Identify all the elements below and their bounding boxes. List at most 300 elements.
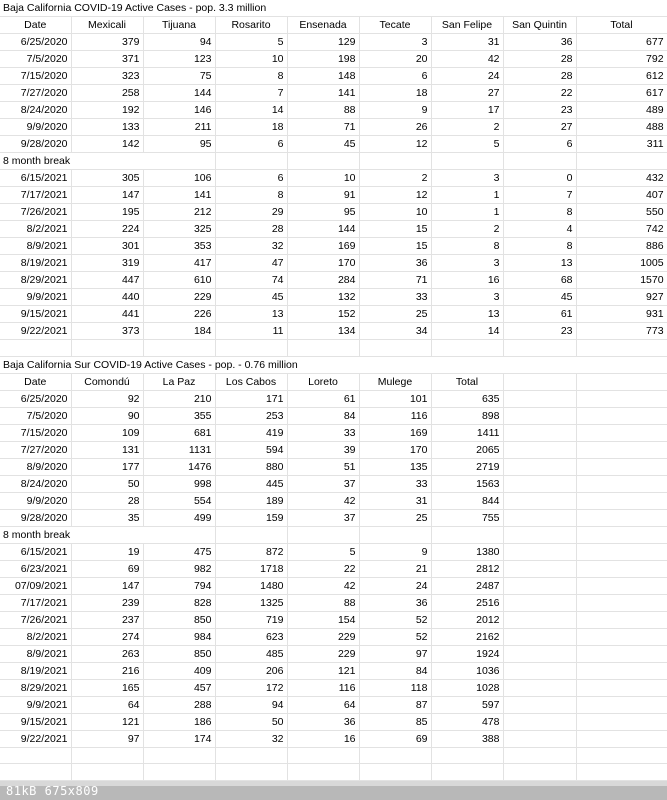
value-cell[interactable]: 485	[215, 645, 287, 662]
value-cell[interactable]: 12	[359, 136, 431, 153]
value-cell[interactable]: 2	[431, 119, 503, 136]
value-cell[interactable]: 379	[71, 34, 143, 51]
column-header[interactable]: San Felipe	[431, 17, 503, 34]
empty-cell[interactable]	[503, 543, 576, 560]
empty-cell[interactable]	[71, 340, 143, 357]
column-header[interactable]: Rosarito	[215, 17, 287, 34]
value-cell[interactable]: 1476	[143, 458, 215, 475]
value-cell[interactable]: 11	[215, 323, 287, 340]
value-cell[interactable]: 165	[71, 679, 143, 696]
value-cell[interactable]: 10	[287, 170, 359, 187]
value-cell[interactable]: 554	[143, 492, 215, 509]
value-cell[interactable]: 170	[287, 255, 359, 272]
value-cell[interactable]: 755	[431, 509, 503, 526]
empty-cell[interactable]	[359, 153, 431, 170]
value-cell[interactable]: 8	[503, 238, 576, 255]
empty-cell[interactable]	[143, 764, 215, 781]
value-cell[interactable]: 305	[71, 170, 143, 187]
value-cell[interactable]: 101	[359, 390, 431, 407]
value-cell[interactable]: 159	[215, 509, 287, 526]
value-cell[interactable]: 206	[215, 662, 287, 679]
empty-cell[interactable]	[576, 696, 667, 713]
value-cell[interactable]: 1325	[215, 594, 287, 611]
value-cell[interactable]: 33	[359, 289, 431, 306]
value-cell[interactable]: 94	[143, 34, 215, 51]
date-cell[interactable]: 6/15/2021	[0, 170, 71, 187]
empty-cell[interactable]	[503, 713, 576, 730]
value-cell[interactable]: 229	[287, 645, 359, 662]
value-cell[interactable]: 184	[143, 323, 215, 340]
value-cell[interactable]: 32	[215, 730, 287, 747]
value-cell[interactable]: 35	[71, 509, 143, 526]
value-cell[interactable]: 189	[215, 492, 287, 509]
value-cell[interactable]: 84	[287, 407, 359, 424]
date-cell[interactable]: 9/28/2020	[0, 136, 71, 153]
value-cell[interactable]: 489	[576, 102, 667, 119]
value-cell[interactable]: 18	[215, 119, 287, 136]
value-cell[interactable]: 31	[431, 34, 503, 51]
empty-cell[interactable]	[503, 153, 576, 170]
empty-cell[interactable]	[215, 153, 287, 170]
value-cell[interactable]: 84	[359, 662, 431, 679]
value-cell[interactable]: 22	[503, 85, 576, 102]
date-cell[interactable]: 7/15/2020	[0, 68, 71, 85]
column-header[interactable]: Mexicali	[71, 17, 143, 34]
value-cell[interactable]: 984	[143, 628, 215, 645]
value-cell[interactable]: 1036	[431, 662, 503, 679]
empty-cell[interactable]	[503, 662, 576, 679]
empty-cell[interactable]	[503, 492, 576, 509]
value-cell[interactable]: 94	[215, 696, 287, 713]
empty-cell[interactable]	[503, 577, 576, 594]
value-cell[interactable]: 121	[71, 713, 143, 730]
value-cell[interactable]: 212	[143, 204, 215, 221]
value-cell[interactable]: 773	[576, 323, 667, 340]
empty-cell[interactable]	[576, 526, 667, 543]
value-cell[interactable]: 186	[143, 713, 215, 730]
empty-cell[interactable]	[359, 526, 431, 543]
value-cell[interactable]: 445	[215, 475, 287, 492]
value-cell[interactable]: 794	[143, 577, 215, 594]
value-cell[interactable]: 2487	[431, 577, 503, 594]
value-cell[interactable]: 2812	[431, 560, 503, 577]
column-header[interactable]: Tijuana	[143, 17, 215, 34]
date-cell[interactable]: 7/26/2021	[0, 611, 71, 628]
value-cell[interactable]: 594	[215, 441, 287, 458]
value-cell[interactable]: 742	[576, 221, 667, 238]
value-cell[interactable]: 635	[431, 390, 503, 407]
empty-cell[interactable]	[431, 764, 503, 781]
empty-cell[interactable]	[576, 747, 667, 764]
value-cell[interactable]: 478	[431, 713, 503, 730]
value-cell[interactable]: 69	[71, 560, 143, 577]
value-cell[interactable]: 13	[503, 255, 576, 272]
empty-cell[interactable]	[143, 747, 215, 764]
value-cell[interactable]: 52	[359, 628, 431, 645]
date-cell[interactable]: 9/9/2021	[0, 696, 71, 713]
value-cell[interactable]: 6	[503, 136, 576, 153]
value-cell[interactable]: 23	[503, 323, 576, 340]
value-cell[interactable]: 10	[215, 51, 287, 68]
empty-cell[interactable]	[576, 458, 667, 475]
value-cell[interactable]: 92	[71, 390, 143, 407]
empty-cell[interactable]	[143, 526, 215, 543]
date-cell[interactable]: 8/29/2021	[0, 272, 71, 289]
value-cell[interactable]: 132	[287, 289, 359, 306]
value-cell[interactable]: 274	[71, 628, 143, 645]
value-cell[interactable]: 154	[287, 611, 359, 628]
value-cell[interactable]: 12	[359, 187, 431, 204]
empty-cell[interactable]	[431, 747, 503, 764]
value-cell[interactable]: 5	[431, 136, 503, 153]
value-cell[interactable]: 284	[287, 272, 359, 289]
value-cell[interactable]: 50	[215, 713, 287, 730]
value-cell[interactable]: 39	[287, 441, 359, 458]
value-cell[interactable]: 148	[287, 68, 359, 85]
value-cell[interactable]: 177	[71, 458, 143, 475]
value-cell[interactable]: 33	[287, 424, 359, 441]
value-cell[interactable]: 142	[71, 136, 143, 153]
empty-cell[interactable]	[0, 340, 71, 357]
value-cell[interactable]: 28	[503, 68, 576, 85]
value-cell[interactable]: 211	[143, 119, 215, 136]
value-cell[interactable]: 116	[287, 679, 359, 696]
value-cell[interactable]: 319	[71, 255, 143, 272]
value-cell[interactable]: 844	[431, 492, 503, 509]
value-cell[interactable]: 24	[359, 577, 431, 594]
value-cell[interactable]: 9	[359, 102, 431, 119]
empty-cell[interactable]	[503, 764, 576, 781]
value-cell[interactable]: 23	[503, 102, 576, 119]
empty-cell[interactable]	[287, 747, 359, 764]
empty-cell[interactable]	[576, 441, 667, 458]
value-cell[interactable]: 597	[431, 696, 503, 713]
value-cell[interactable]: 106	[143, 170, 215, 187]
empty-cell[interactable]	[503, 458, 576, 475]
value-cell[interactable]: 172	[215, 679, 287, 696]
empty-cell[interactable]	[576, 764, 667, 781]
value-cell[interactable]: 253	[215, 407, 287, 424]
value-cell[interactable]: 610	[143, 272, 215, 289]
date-cell[interactable]: 8/29/2021	[0, 679, 71, 696]
value-cell[interactable]: 8	[503, 204, 576, 221]
value-cell[interactable]: 6	[359, 68, 431, 85]
value-cell[interactable]: 850	[143, 611, 215, 628]
value-cell[interactable]: 64	[71, 696, 143, 713]
empty-cell[interactable]	[71, 764, 143, 781]
value-cell[interactable]: 195	[71, 204, 143, 221]
value-cell[interactable]: 47	[215, 255, 287, 272]
date-cell[interactable]: 7/17/2021	[0, 187, 71, 204]
column-header[interactable]: San Quintin	[503, 17, 576, 34]
value-cell[interactable]: 20	[359, 51, 431, 68]
value-cell[interactable]: 131	[71, 441, 143, 458]
value-cell[interactable]: 64	[287, 696, 359, 713]
date-cell[interactable]: 9/15/2021	[0, 306, 71, 323]
value-cell[interactable]: 1563	[431, 475, 503, 492]
value-cell[interactable]: 263	[71, 645, 143, 662]
date-cell[interactable]: 9/22/2021	[0, 323, 71, 340]
value-cell[interactable]: 8	[431, 238, 503, 255]
value-cell[interactable]: 2162	[431, 628, 503, 645]
empty-cell[interactable]	[576, 730, 667, 747]
value-cell[interactable]: 87	[359, 696, 431, 713]
value-cell[interactable]: 37	[287, 509, 359, 526]
value-cell[interactable]: 45	[287, 136, 359, 153]
value-cell[interactable]: 135	[359, 458, 431, 475]
empty-cell[interactable]	[576, 628, 667, 645]
value-cell[interactable]: 623	[215, 628, 287, 645]
value-cell[interactable]: 355	[143, 407, 215, 424]
value-cell[interactable]: 237	[71, 611, 143, 628]
date-cell[interactable]: 6/25/2020	[0, 34, 71, 51]
empty-cell[interactable]	[503, 340, 576, 357]
value-cell[interactable]: 1	[431, 187, 503, 204]
empty-cell[interactable]	[431, 526, 503, 543]
empty-cell[interactable]	[576, 373, 667, 390]
value-cell[interactable]: 612	[576, 68, 667, 85]
value-cell[interactable]: 25	[359, 306, 431, 323]
date-cell[interactable]: 8/24/2020	[0, 102, 71, 119]
value-cell[interactable]: 25	[359, 509, 431, 526]
value-cell[interactable]: 353	[143, 238, 215, 255]
empty-cell[interactable]	[503, 696, 576, 713]
value-cell[interactable]: 71	[287, 119, 359, 136]
value-cell[interactable]: 931	[576, 306, 667, 323]
value-cell[interactable]: 325	[143, 221, 215, 238]
value-cell[interactable]: 42	[287, 492, 359, 509]
value-cell[interactable]: 8	[215, 187, 287, 204]
value-cell[interactable]: 927	[576, 289, 667, 306]
date-cell[interactable]: 8/19/2021	[0, 255, 71, 272]
date-cell[interactable]: 8/2/2021	[0, 221, 71, 238]
value-cell[interactable]: 27	[431, 85, 503, 102]
value-cell[interactable]: 51	[287, 458, 359, 475]
value-cell[interactable]: 36	[503, 34, 576, 51]
value-cell[interactable]: 216	[71, 662, 143, 679]
empty-cell[interactable]	[71, 747, 143, 764]
column-header[interactable]: Total	[576, 17, 667, 34]
value-cell[interactable]: 9	[359, 543, 431, 560]
date-cell[interactable]: 7/15/2020	[0, 424, 71, 441]
value-cell[interactable]: 1005	[576, 255, 667, 272]
value-cell[interactable]: 169	[287, 238, 359, 255]
value-cell[interactable]: 3	[431, 289, 503, 306]
value-cell[interactable]: 141	[287, 85, 359, 102]
value-cell[interactable]: 31	[359, 492, 431, 509]
value-cell[interactable]: 32	[215, 238, 287, 255]
date-cell[interactable]: 7/27/2020	[0, 441, 71, 458]
value-cell[interactable]: 61	[287, 390, 359, 407]
value-cell[interactable]: 371	[71, 51, 143, 68]
value-cell[interactable]: 16	[287, 730, 359, 747]
date-cell[interactable]: 7/5/2020	[0, 51, 71, 68]
empty-cell[interactable]	[576, 594, 667, 611]
value-cell[interactable]: 16	[431, 272, 503, 289]
value-cell[interactable]: 13	[215, 306, 287, 323]
value-cell[interactable]: 144	[143, 85, 215, 102]
value-cell[interactable]: 118	[359, 679, 431, 696]
value-cell[interactable]: 144	[287, 221, 359, 238]
empty-cell[interactable]	[215, 764, 287, 781]
value-cell[interactable]: 3	[359, 34, 431, 51]
value-cell[interactable]: 17	[431, 102, 503, 119]
empty-cell[interactable]	[359, 340, 431, 357]
value-cell[interactable]: 677	[576, 34, 667, 51]
empty-cell[interactable]	[503, 560, 576, 577]
value-cell[interactable]: 22	[287, 560, 359, 577]
value-cell[interactable]: 121	[287, 662, 359, 679]
empty-cell[interactable]	[503, 611, 576, 628]
value-cell[interactable]: 88	[287, 102, 359, 119]
value-cell[interactable]: 27	[503, 119, 576, 136]
value-cell[interactable]: 6	[215, 136, 287, 153]
empty-cell[interactable]	[576, 340, 667, 357]
value-cell[interactable]: 129	[287, 34, 359, 51]
value-cell[interactable]: 880	[215, 458, 287, 475]
value-cell[interactable]: 61	[503, 306, 576, 323]
value-cell[interactable]: 792	[576, 51, 667, 68]
empty-cell[interactable]	[576, 390, 667, 407]
value-cell[interactable]: 432	[576, 170, 667, 187]
empty-cell[interactable]	[576, 645, 667, 662]
date-cell[interactable]: 7/27/2020	[0, 85, 71, 102]
value-cell[interactable]: 5	[215, 34, 287, 51]
empty-cell[interactable]	[576, 713, 667, 730]
empty-cell[interactable]	[0, 747, 71, 764]
value-cell[interactable]: 998	[143, 475, 215, 492]
value-cell[interactable]: 192	[71, 102, 143, 119]
empty-cell[interactable]	[576, 611, 667, 628]
value-cell[interactable]: 457	[143, 679, 215, 696]
value-cell[interactable]: 1028	[431, 679, 503, 696]
date-cell[interactable]: 8/24/2020	[0, 475, 71, 492]
empty-cell[interactable]	[576, 424, 667, 441]
empty-cell[interactable]	[503, 407, 576, 424]
empty-cell[interactable]	[576, 407, 667, 424]
value-cell[interactable]: 407	[576, 187, 667, 204]
value-cell[interactable]: 1718	[215, 560, 287, 577]
column-header[interactable]: Comondú	[71, 373, 143, 390]
value-cell[interactable]: 550	[576, 204, 667, 221]
value-cell[interactable]: 88	[287, 594, 359, 611]
value-cell[interactable]: 419	[215, 424, 287, 441]
value-cell[interactable]: 388	[431, 730, 503, 747]
value-cell[interactable]: 69	[359, 730, 431, 747]
empty-cell[interactable]	[576, 679, 667, 696]
date-cell[interactable]: 8/19/2021	[0, 662, 71, 679]
value-cell[interactable]: 7	[215, 85, 287, 102]
empty-cell[interactable]	[431, 340, 503, 357]
value-cell[interactable]: 50	[71, 475, 143, 492]
empty-cell[interactable]	[503, 730, 576, 747]
value-cell[interactable]: 982	[143, 560, 215, 577]
value-cell[interactable]: 45	[215, 289, 287, 306]
value-cell[interactable]: 2	[431, 221, 503, 238]
value-cell[interactable]: 2	[359, 170, 431, 187]
empty-cell[interactable]	[503, 679, 576, 696]
value-cell[interactable]: 3	[431, 255, 503, 272]
value-cell[interactable]: 226	[143, 306, 215, 323]
value-cell[interactable]: 828	[143, 594, 215, 611]
empty-cell[interactable]	[503, 441, 576, 458]
column-header[interactable]: La Paz	[143, 373, 215, 390]
date-cell[interactable]: 07/09/2021	[0, 577, 71, 594]
empty-cell[interactable]	[287, 153, 359, 170]
value-cell[interactable]: 198	[287, 51, 359, 68]
value-cell[interactable]: 97	[359, 645, 431, 662]
value-cell[interactable]: 4	[503, 221, 576, 238]
empty-cell[interactable]	[503, 509, 576, 526]
value-cell[interactable]: 0	[503, 170, 576, 187]
value-cell[interactable]: 3	[431, 170, 503, 187]
value-cell[interactable]: 18	[359, 85, 431, 102]
empty-cell[interactable]	[576, 662, 667, 679]
empty-cell[interactable]	[576, 560, 667, 577]
value-cell[interactable]: 617	[576, 85, 667, 102]
empty-cell[interactable]	[576, 543, 667, 560]
value-cell[interactable]: 21	[359, 560, 431, 577]
value-cell[interactable]: 15	[359, 221, 431, 238]
empty-cell[interactable]	[503, 645, 576, 662]
value-cell[interactable]: 24	[431, 68, 503, 85]
value-cell[interactable]: 2719	[431, 458, 503, 475]
value-cell[interactable]: 898	[431, 407, 503, 424]
value-cell[interactable]: 90	[71, 407, 143, 424]
value-cell[interactable]: 6	[215, 170, 287, 187]
value-cell[interactable]: 499	[143, 509, 215, 526]
table-title[interactable]: Baja California Sur COVID-19 Active Cases - pop. - 0.76 million	[0, 356, 667, 373]
date-cell[interactable]: 7/26/2021	[0, 204, 71, 221]
value-cell[interactable]: 373	[71, 323, 143, 340]
table-title[interactable]: Baja California COVID-19 Active Cases - pop. 3.3 million	[0, 0, 667, 17]
value-cell[interactable]: 146	[143, 102, 215, 119]
value-cell[interactable]: 95	[143, 136, 215, 153]
value-cell[interactable]: 210	[143, 390, 215, 407]
date-cell[interactable]: 8/9/2020	[0, 458, 71, 475]
empty-cell[interactable]	[503, 424, 576, 441]
empty-cell[interactable]	[215, 340, 287, 357]
date-cell[interactable]: 9/15/2021	[0, 713, 71, 730]
value-cell[interactable]: 1411	[431, 424, 503, 441]
value-cell[interactable]: 141	[143, 187, 215, 204]
column-header[interactable]: Total	[431, 373, 503, 390]
value-cell[interactable]: 147	[71, 577, 143, 594]
value-cell[interactable]: 37	[287, 475, 359, 492]
date-cell[interactable]: 8/9/2021	[0, 238, 71, 255]
value-cell[interactable]: 8	[215, 68, 287, 85]
value-cell[interactable]: 147	[71, 187, 143, 204]
value-cell[interactable]: 36	[287, 713, 359, 730]
empty-cell[interactable]	[287, 764, 359, 781]
empty-cell[interactable]	[503, 390, 576, 407]
value-cell[interactable]: 288	[143, 696, 215, 713]
column-header[interactable]: Mulege	[359, 373, 431, 390]
date-cell[interactable]: 9/9/2020	[0, 119, 71, 136]
empty-cell[interactable]	[576, 577, 667, 594]
date-cell[interactable]: 9/22/2021	[0, 730, 71, 747]
value-cell[interactable]: 1380	[431, 543, 503, 560]
value-cell[interactable]: 42	[431, 51, 503, 68]
value-cell[interactable]: 229	[143, 289, 215, 306]
value-cell[interactable]: 123	[143, 51, 215, 68]
value-cell[interactable]: 1	[431, 204, 503, 221]
value-cell[interactable]: 45	[503, 289, 576, 306]
date-cell[interactable]: 6/25/2020	[0, 390, 71, 407]
value-cell[interactable]: 1924	[431, 645, 503, 662]
value-cell[interactable]: 109	[71, 424, 143, 441]
value-cell[interactable]: 409	[143, 662, 215, 679]
